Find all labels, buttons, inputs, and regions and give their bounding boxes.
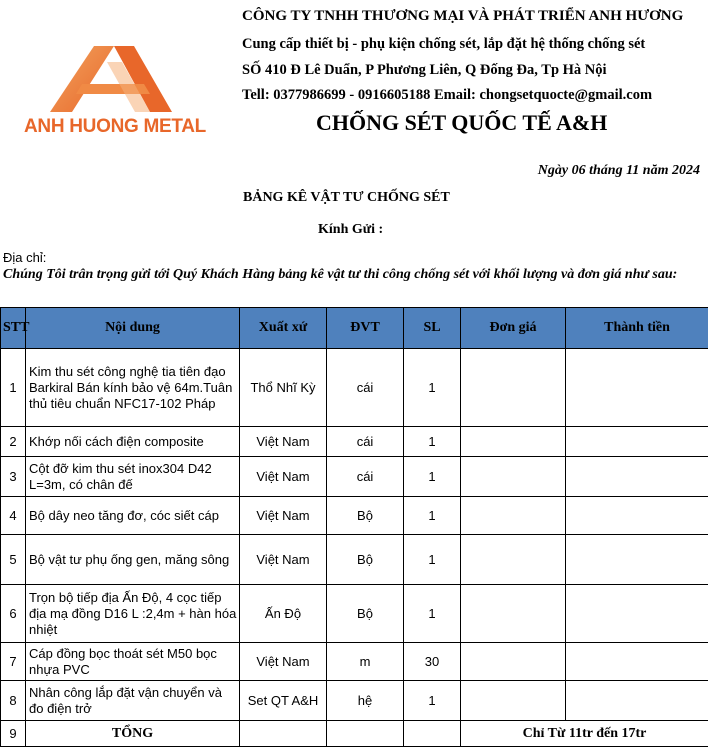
cell-stt: 5: [1, 535, 26, 585]
cell-noi-dung: Bộ dây neo tăng đơ, cóc siết cáp: [26, 497, 240, 535]
cell-stt: 7: [1, 643, 26, 681]
total-row: [1, 721, 708, 747]
cell-xuat-xu: Việt Nam: [240, 427, 327, 457]
cell-dvt: hệ: [327, 681, 404, 721]
cell-thanh-tien: [566, 681, 708, 721]
cell-sl: 1: [404, 585, 461, 643]
cell-stt: 8: [1, 681, 26, 721]
table-row: [1, 457, 708, 497]
document-date: Ngày 06 tháng 11 năm 2024: [537, 163, 700, 178]
cell-stt: 2: [1, 427, 26, 457]
table-header-row: [1, 308, 708, 349]
cell-don-gia: [461, 457, 566, 497]
cell-noi-dung: Khớp nối cách điện composite: [26, 427, 240, 457]
cell-xuat-xu: Ấn Độ: [240, 585, 327, 643]
col-header-sl: SL: [404, 308, 461, 349]
cell-don-gia: [461, 535, 566, 585]
cell-xuat-xu: Việt Nam: [240, 535, 327, 585]
cell-thanh-tien: [566, 349, 708, 427]
cell-sl: 30: [404, 643, 461, 681]
table-row: [1, 535, 708, 585]
cell-noi-dung: Cáp đồng bọc thoát sét M50 bọc nhựa PVC: [26, 643, 240, 681]
cell-stt: 9: [1, 721, 26, 747]
cell-don-gia: [461, 427, 566, 457]
cell-sl: 1: [404, 349, 461, 427]
cell-dvt: Bộ: [327, 497, 404, 535]
cell-stt: 6: [1, 585, 26, 643]
col-header-thanh-tien: Thành tiền: [566, 308, 708, 349]
cell-don-gia: [461, 349, 566, 427]
cell-noi-dung: Nhân công lắp đặt vận chuyển và đo điện trở: [26, 681, 240, 721]
cell-noi-dung: Kim thu sét công nghệ tia tiên đạo Barkiral Bán kính bảo vệ 64m.Tuân thủ tiêu chuẩn NFC17-102 Pháp: [26, 349, 240, 427]
cell-don-gia: [461, 497, 566, 535]
cell-don-gia: [461, 681, 566, 721]
cell-dvt: Bộ: [327, 535, 404, 585]
cell-don-gia: [461, 643, 566, 681]
cell-noi-dung: Trọn bộ tiếp địa Ấn Độ, 4 cọc tiếp địa mạ đồng D16 L :2,4m + hàn hóa nhiệt: [26, 585, 240, 643]
cell-empty: [240, 721, 327, 747]
cell-noi-dung: Bộ vật tư phụ ống gen, măng sông: [26, 535, 240, 585]
cell-sl: 1: [404, 497, 461, 535]
cell-thanh-tien: [566, 535, 708, 585]
cell-dvt: m: [327, 643, 404, 681]
company-contact: Tell: 0377986699 - 0916605188 Email: chongsetquocte@gmail.com: [242, 87, 653, 103]
col-header-stt: STT: [1, 308, 26, 349]
cell-xuat-xu: Thổ Nhĩ Kỳ: [240, 349, 327, 427]
col-header-dvt: ĐVT: [327, 308, 404, 349]
col-header-don-gia: Đơn giá: [461, 308, 566, 349]
greeting: Kính Gửi :: [318, 222, 384, 237]
cell-don-gia: [461, 585, 566, 643]
cell-stt: 4: [1, 497, 26, 535]
cell-sl: 1: [404, 427, 461, 457]
col-header-xuat-xu: Xuất xứ: [240, 308, 327, 349]
cell-empty: [327, 721, 404, 747]
cell-sl: 1: [404, 457, 461, 497]
cell-noi-dung: Cột đỡ kim thu sét inox304 D42 L=3m, có chân đế: [26, 457, 240, 497]
document-title: BẢNG KÊ VẬT TƯ CHỐNG SÉT: [243, 190, 450, 205]
col-header-noi-dung: Nội dung: [26, 308, 240, 349]
cell-thanh-tien: [566, 585, 708, 643]
cell-xuat-xu: Việt Nam: [240, 643, 327, 681]
table-row: [1, 427, 708, 457]
cell-stt: 1: [1, 349, 26, 427]
brand-title: CHỐNG SÉT QUỐC TẾ A&H: [316, 110, 608, 135]
cell-empty: [404, 721, 461, 747]
cell-thanh-tien: [566, 427, 708, 457]
logo-wordmark: ANH HUONG METAL: [24, 116, 206, 137]
table-row: [1, 681, 708, 721]
materials-table: [0, 307, 708, 747]
total-value: Chỉ Từ 11tr đến 17tr: [461, 721, 708, 747]
cell-thanh-tien: [566, 457, 708, 497]
address-label: Địa chỉ:: [3, 250, 47, 265]
cell-dvt: Bộ: [327, 585, 404, 643]
cell-sl: 1: [404, 535, 461, 585]
cell-xuat-xu: Việt Nam: [240, 457, 327, 497]
total-label: TỔNG: [26, 721, 240, 747]
table-row: [1, 643, 708, 681]
company-tagline: Cung cấp thiết bị - phụ kiện chống sét, lắp đặt hệ thống chống sét: [242, 36, 646, 52]
cell-sl: 1: [404, 681, 461, 721]
cell-xuat-xu: Việt Nam: [240, 497, 327, 535]
cell-dvt: cái: [327, 427, 404, 457]
cell-dvt: cái: [327, 349, 404, 427]
cell-stt: 3: [1, 457, 26, 497]
company-address: SỐ 410 Đ Lê Duẩn, P Phương Liên, Q Đống Đa, Tp Hà Nội: [242, 62, 607, 78]
cell-dvt: cái: [327, 457, 404, 497]
table-row: [1, 585, 708, 643]
table-row: [1, 349, 708, 427]
cell-thanh-tien: [566, 497, 708, 535]
cell-thanh-tien: [566, 643, 708, 681]
cell-xuat-xu: Set QT A&H: [240, 681, 327, 721]
company-name: CÔNG TY TNHH THƯƠNG MẠI VÀ PHÁT TRIỂN ANH HƯƠNG: [242, 8, 684, 24]
intro-text: Chúng Tôi trân trọng gửi tới Quý Khách Hàng bảng kê vật tư thi công chống sét với khối lượng và đơn giá như sau:: [3, 267, 678, 282]
table-row: [1, 497, 708, 535]
